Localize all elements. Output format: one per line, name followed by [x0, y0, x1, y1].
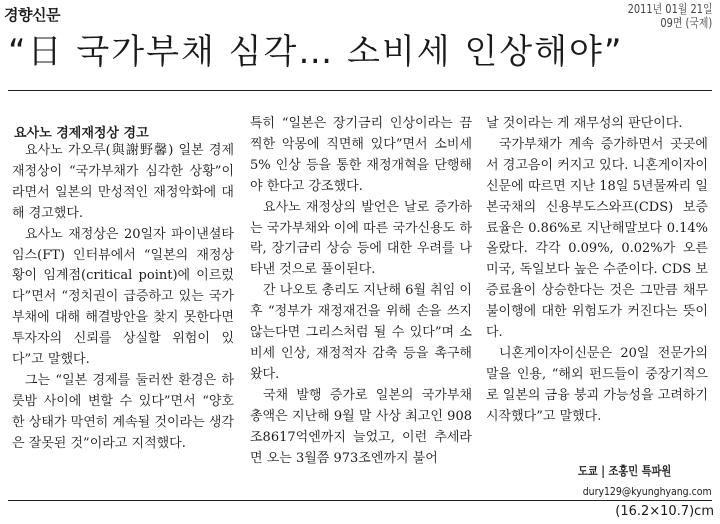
paragraph: 요사노 가오루(與謝野馨) 일본 경제재정상이 “국가부채가 심각한 상황”이라면서 일본의 만성적인 재정악화에 대해 경고했다. [12, 143, 234, 221]
paragraph: 국채 발행 증가로 일본의 국가부채 총액은 지난해 9월 말 사상 최고인 908조8617억엔까지 늘었고, 이런 추세라면 오는 3월쯤 973조엔까지 불어 [250, 387, 472, 466]
article-column-2 [250, 114, 472, 469]
paragraph: 국가부채가 계속 증가하면서 곳곳에서 경고음이 커지고 있다. 니혼게이자이신문에 따르면 지난 18일 5년물짜리 일본국채의 신용부도스와프(CDS) 보증료율은 0.86%로 지난해말보다 0.14% 올랐다. 각각 0.09%, 0.02%가 오른 미국, 독일보다 높은 수준이다. CDS 보증료율이 상승한다는 것은 그만큼 채무불이행에 대한 위험도가 커진다는 뜻이다. [486, 136, 708, 341]
masthead [0, 0, 720, 30]
headline-divider [8, 90, 712, 91]
paragraph: 날 것이라는 게 재무성의 판단이다. [486, 116, 683, 131]
reporter-email: dury129@kyunghyang.com [583, 485, 712, 498]
paragraph: 특히 “일본은 장기금리 인상이라는 끔찍한 악몽에 직면해 있다”면서 소비세 5% 인상 등을 통한 재정개혁을 단행해야 한다고 강조했다. [250, 116, 472, 194]
footer-divider [8, 500, 712, 501]
paragraph: 요사노 재정상은 20일자 파이낸셜타임스(FT) 인터뷰에서 “일본의 재정상황이 임계점(critical point)에 이르렀다”면서 “정치권이 급증하고 있는 국가부채에 대해 해결방안을 찾지 못한다면 투자자의 신뢰를 상실할 위험이 있다”고 말했다. [12, 226, 234, 368]
paragraph: 요사노 재정상의 발언은 날로 증가하는 국가부채와 이에 따른 국가신용도 하락, 장기금리 상승 등에 대한 우려를 나타낸 것으로 풀이된다. [250, 199, 472, 278]
byline: 도쿄 | 조홍민 특파원 [578, 464, 672, 478]
article-column-1 [12, 121, 234, 455]
article-column-3 [486, 114, 708, 428]
page-section: 09면 (국제) [660, 16, 712, 30]
newspaper-name: 경향신문 [4, 6, 60, 24]
publication-date: 2011년 01월 21일 [627, 2, 712, 16]
paragraph: 그는 “일본 경제를 둘러싼 환경은 하룻밤 사이에 변할 수 있다”면서 “양호한 상태가 막연히 계속될 것이라는 생각은 잘못된 것”이라고 지적했다. [12, 372, 234, 451]
subheadline: 요사노 경제재정상 경고 [14, 126, 149, 141]
paragraph: 니혼게이자이신문은 20일 전문가의 말을 인용, “해외 펀드들이 중장기적으로 일본의 금융 붕괴 가능성을 고려하기 시작했다”고 말했다. [486, 345, 708, 424]
clipping-size: (16.2×10.7)cm [615, 504, 714, 519]
headline: “日 국가부채 심각… 소비세 인상해야” [8, 32, 624, 72]
paragraph: 간 나오토 총리도 지난해 6월 취임 이후 “정부가 재정재건을 위해 손을 쓰지 않는다면 그리스처럼 될 수 있다”며 소비세 인상, 재정적자 감축 등을 촉구해왔다. [250, 283, 472, 382]
